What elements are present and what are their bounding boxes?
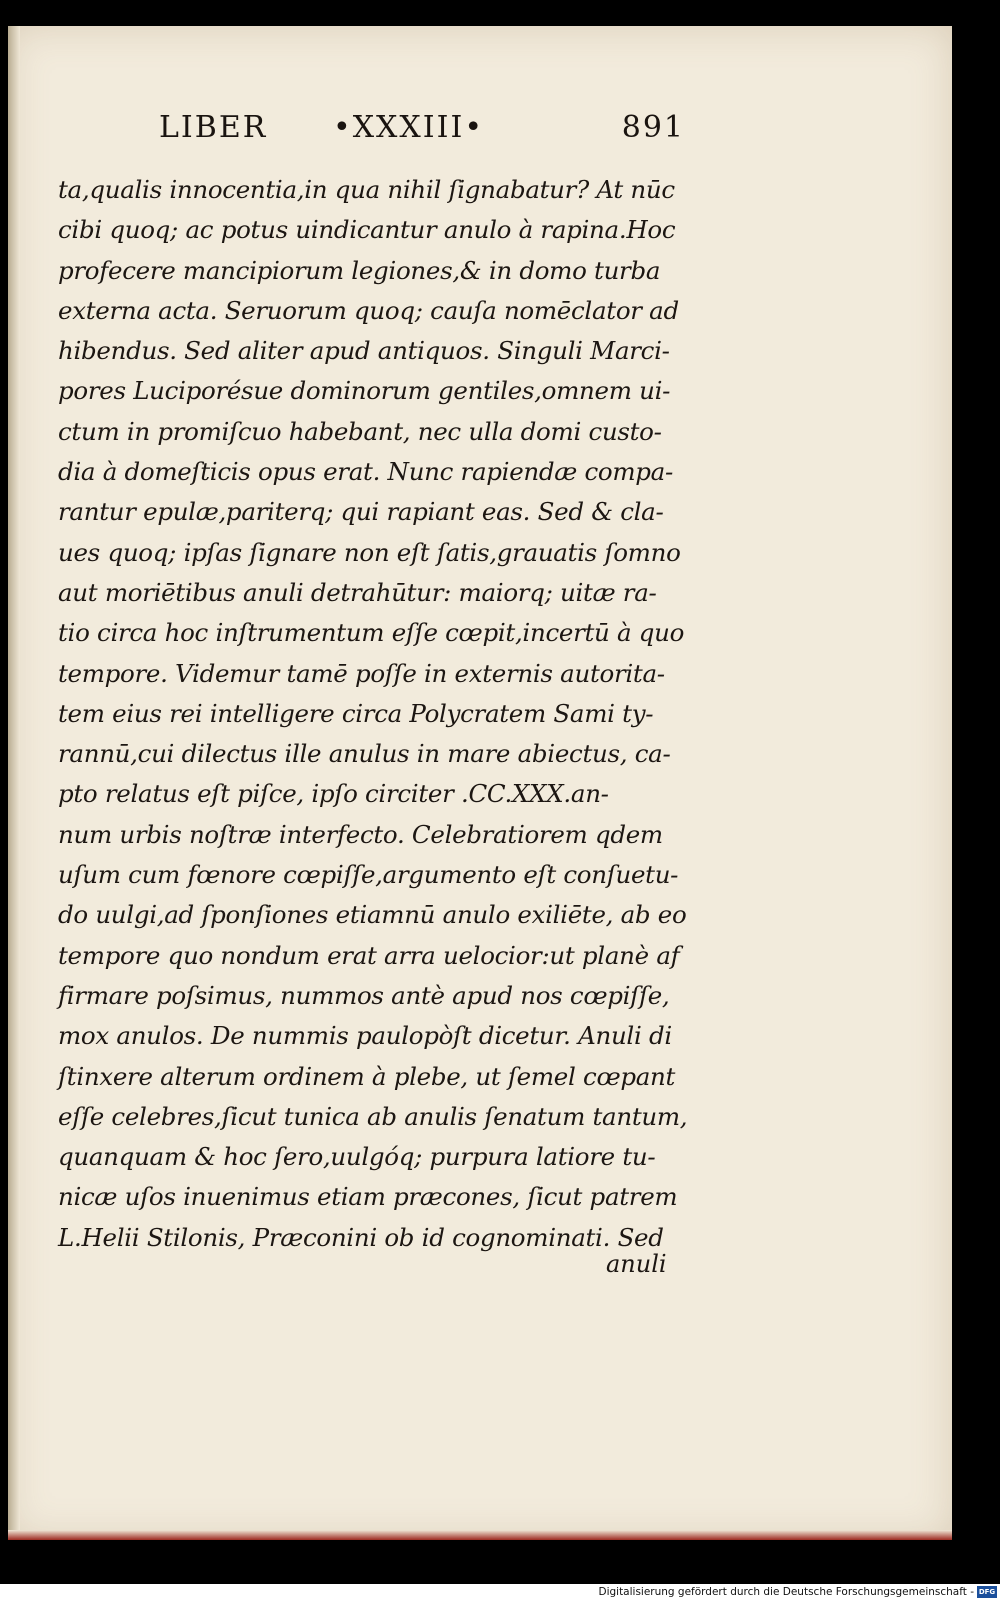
text-line: rantur epulæ,pariterq; qui rapiant eas. Sed & cla- — [58, 497, 664, 527]
text-line: ta,qualis innocentia,in qua nihil ſignabatur? At nūc — [58, 175, 675, 204]
header-liber: LIBER — [159, 110, 268, 145]
page-bottom-edge — [8, 1530, 952, 1540]
text-line: num urbis noſtræ interfecto. Celebratiorem qdem — [58, 819, 663, 849]
text-line: dia à domeſticis opus erat. Nunc rapiendæ compa- — [58, 457, 673, 487]
text-line: nicæ uſos inuenimus etiam præcones, ſicut patrem — [58, 1182, 678, 1212]
text-line: rannū,cui dilectus ille anulus in mare abiectus, ca- — [58, 739, 671, 769]
text-line: L.Helii Stilonis, Præconini ob id cognominati. Sed — [58, 1222, 664, 1252]
text-line: firmare poſsimus, nummos antè apud nos cœpiſſe, — [58, 980, 670, 1010]
text-line: tempore quo nondum erat arra uelocior:ut planè af — [58, 940, 680, 970]
text-line: pores Luciporésue dominorum gentiles,omnem ui- — [58, 376, 671, 406]
text-line: quanquam & hoc ſero,uulgóq; purpura latiore tu- — [58, 1142, 656, 1172]
header-book-number: •XXXIII• — [333, 110, 485, 145]
footer-bar — [0, 1584, 1000, 1600]
text-line: tio circa hoc inſtrumentum eſſe cœpit,incertū à quo — [58, 618, 685, 648]
text-line: mox anulos. De nummis paulopòſt dicetur. Anuli di — [58, 1021, 672, 1051]
text-line: eſſe celebres,ſicut tunica ab anulis ſenatum tantum, — [58, 1101, 688, 1131]
funding-credit: Digitalisierung gefördert durch die Deutsche Forschungsgemeinschaft - — [598, 1586, 974, 1598]
page-binding-edge — [8, 26, 20, 1540]
text-line: hibendus. Sed aliter apud antiquos. Singuli Marci- — [58, 336, 670, 366]
text-line: uſum cum fœnore cœpiſſe,argumento eſt conſuetu- — [58, 860, 679, 890]
text-line: tem eius rei intelligere circa Polycratem Sami ty- — [58, 698, 654, 728]
text-line: ſtinxere alterum ordinem à plebe, ut ſemel cœpant — [58, 1061, 676, 1091]
text-line: aut moriētibus anuli detrahūtur: maiorq; uitæ ra- — [58, 577, 657, 607]
text-line: profecere mancipiorum legiones,& in domo turba — [58, 255, 661, 285]
page-number: 891 — [621, 110, 685, 145]
text-line: ues quoq; ipſas ſignare non eſt ſatis,grauatis ſomno — [58, 537, 681, 567]
running-header — [155, 110, 685, 150]
text-line: ctum in promiſcuo habebant, nec ulla domi custo- — [58, 416, 662, 446]
body-text — [58, 170, 688, 1258]
text-line: pto relatus eſt piſce, ipſo circiter .CC.XXX.an- — [58, 779, 609, 809]
text-line: externa acta. Seruorum quoq; cauſa nomēclator ad — [58, 295, 679, 325]
text-line: cibi quoq; ac potus uindicantur anulo à rapina.Hoc — [58, 215, 676, 245]
text-line: tempore. Videmur tamē poſſe in externis autorita- — [58, 658, 665, 688]
catchword: anuli — [606, 1250, 667, 1278]
dfg-logo-icon: DFG — [978, 1588, 996, 1596]
text-line: do uulgi,ad ſponſiones etiamnū anulo exiliēte, ab eo — [58, 900, 687, 930]
